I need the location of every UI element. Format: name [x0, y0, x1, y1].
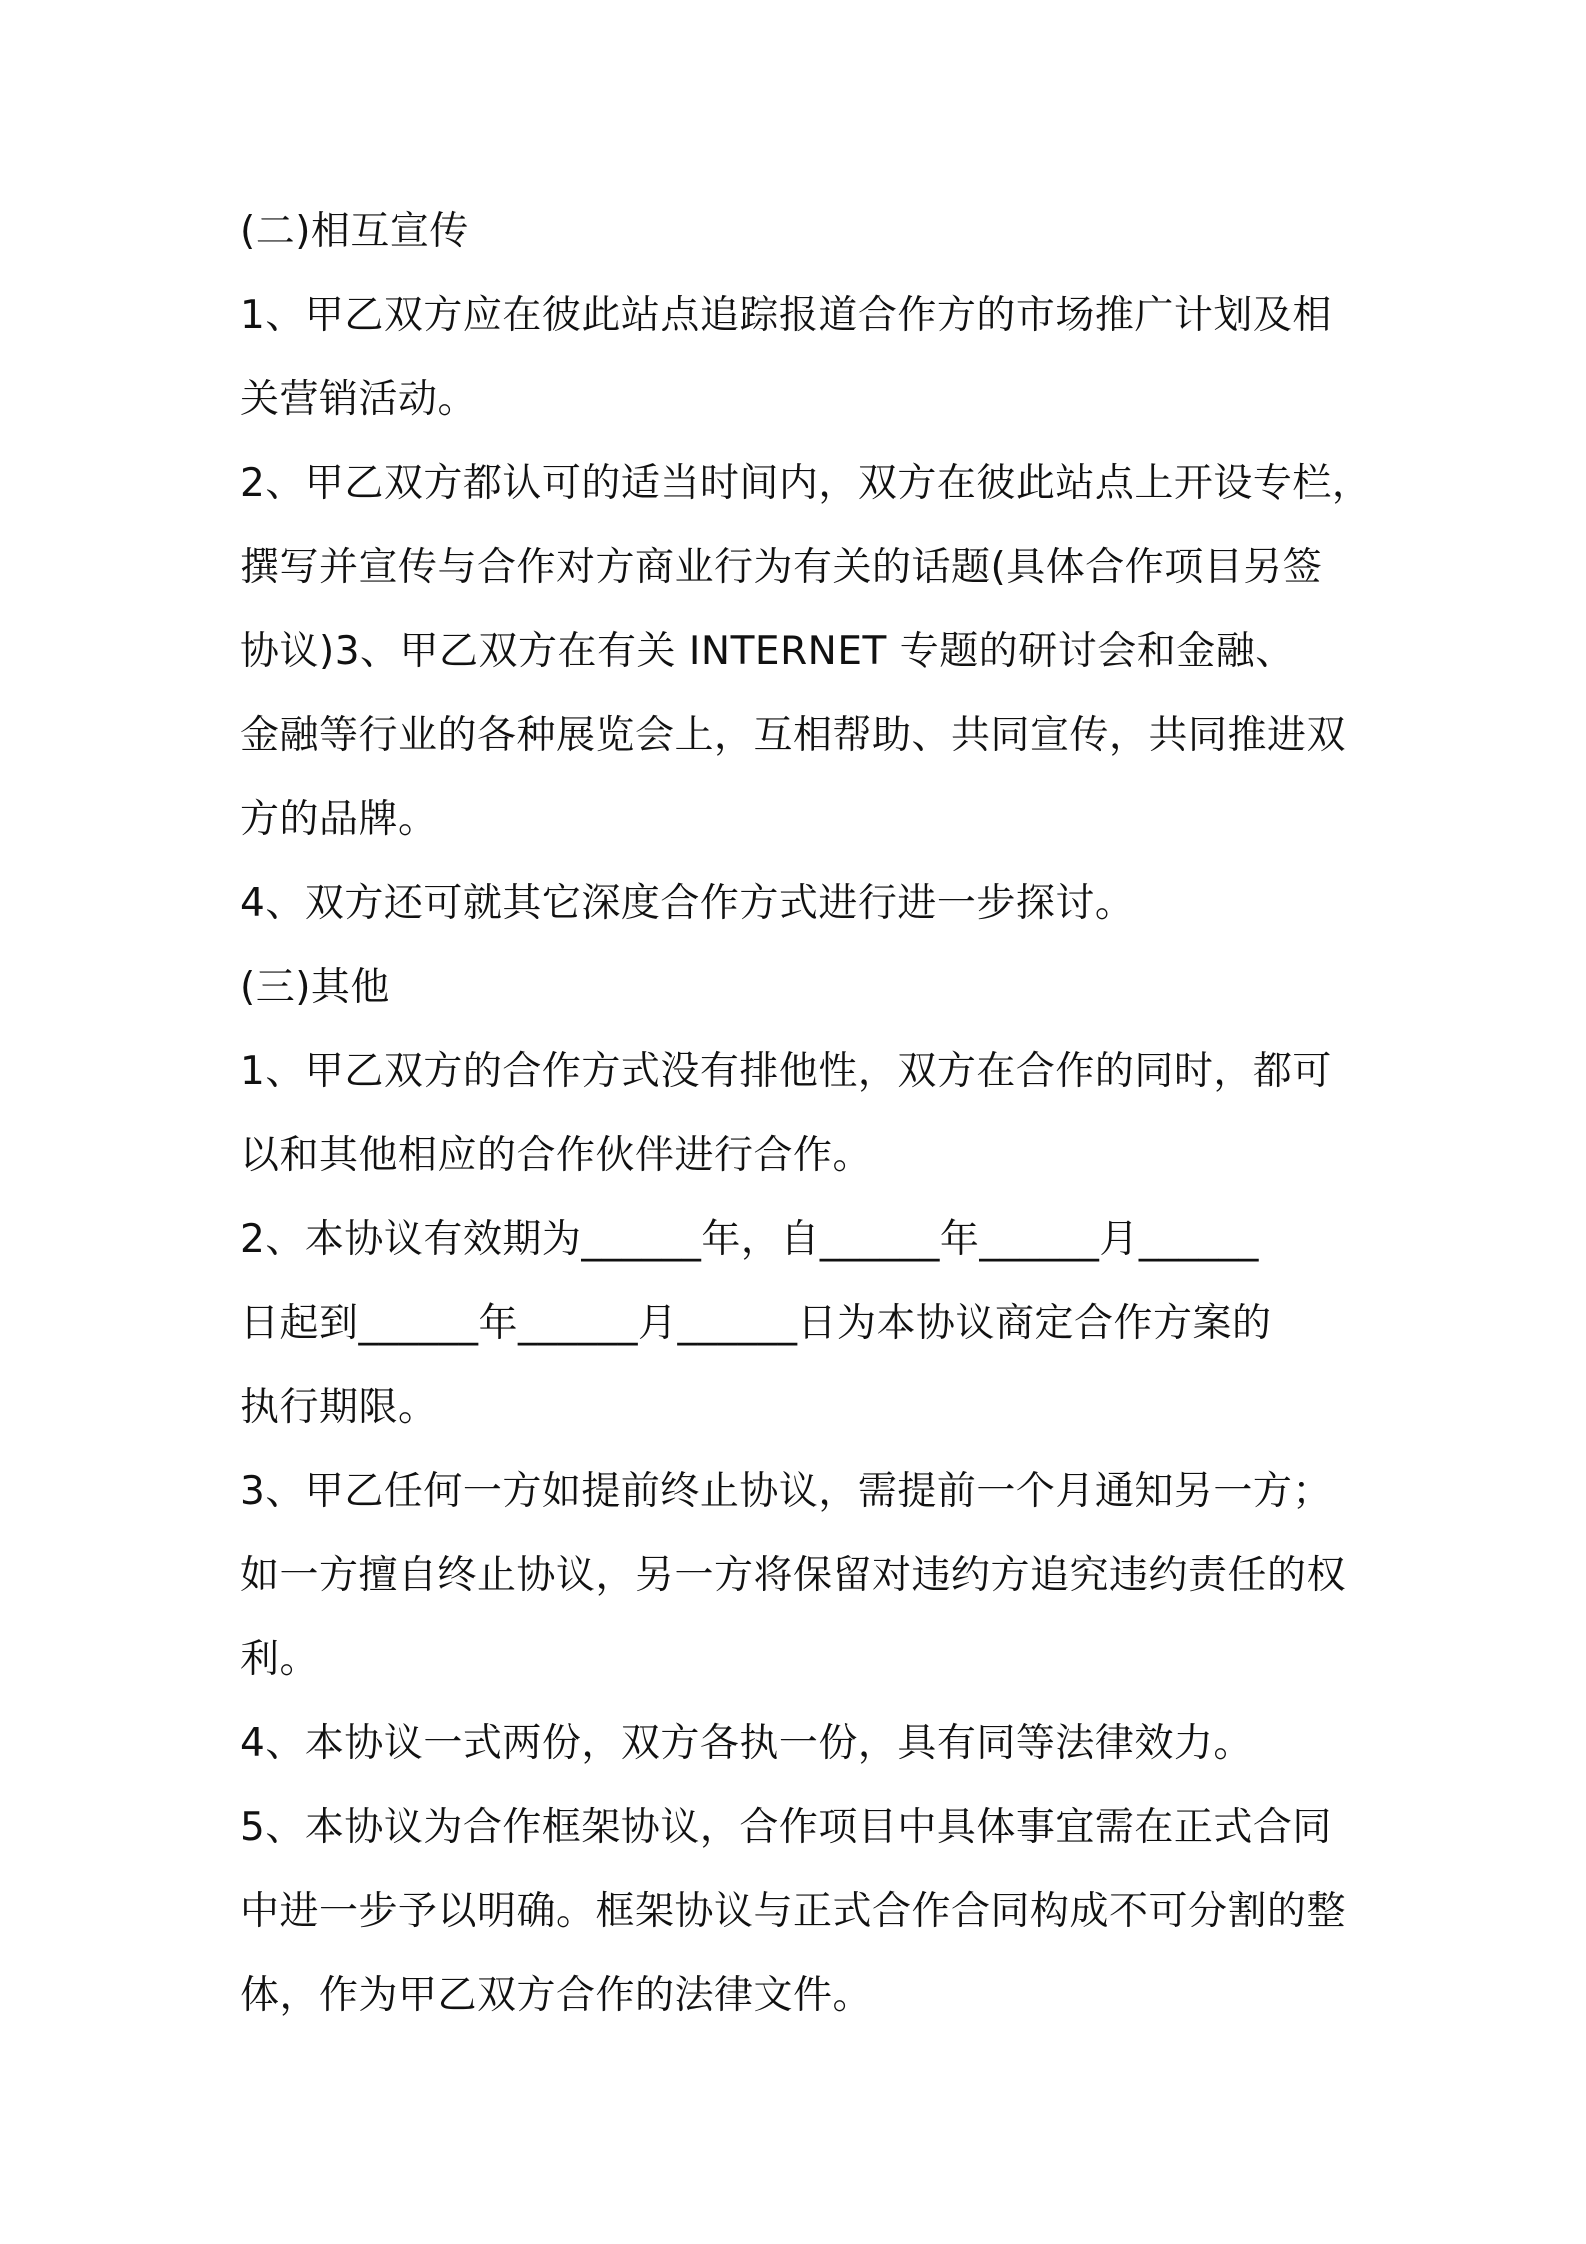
paragraph-line: 2、甲乙双方都认可的适当时间内，双方在彼此站点上开设专栏，	[240, 461, 1372, 506]
paragraph-line: 方的品牌。	[240, 797, 438, 842]
paragraph-line: 利。	[240, 1637, 320, 1682]
paragraph-line: 协议)3、甲乙双方在有关 INTERNET 专题的研讨会和金融、	[240, 629, 1295, 674]
paragraph-line: 以和其他相应的合作伙伴进行合作。	[240, 1133, 873, 1178]
paragraph-line: 体，作为甲乙双方合作的法律文件。	[240, 1973, 873, 2018]
paragraph-line: 1、甲乙双方的合作方式没有排他性，双方在合作的同时，都可	[240, 1049, 1332, 1094]
paragraph-line: 日起到______年______月______日为本协议商定合作方案的	[240, 1301, 1272, 1346]
paragraph-line: 如一方擅自终止协议，另一方将保留对违约方追究违约责任的权	[240, 1553, 1347, 1598]
paragraph-line: 执行期限。	[240, 1385, 438, 1430]
section-heading-promotion: (二)相互宣传	[240, 209, 469, 254]
paragraph-line: 2、本协议有效期为______年，自______年______月______	[240, 1217, 1259, 1262]
paragraph-line: 4、本协议一式两份，双方各执一份，具有同等法律效力。	[240, 1721, 1253, 1766]
document-body	[240, 190, 1372, 2038]
paragraph-line: 4、双方还可就其它深度合作方式进行进一步探讨。	[240, 881, 1135, 926]
paragraph-line: 5、本协议为合作框架协议，合作项目中具体事宜需在正式合同	[240, 1805, 1332, 1850]
paragraph-line: 1、甲乙双方应在彼此站点追踪报道合作方的市场推广计划及相	[240, 293, 1332, 338]
paragraph-line: 中进一步予以明确。框架协议与正式合作合同构成不可分割的整	[240, 1889, 1347, 1934]
paragraph-line: 撰写并宣传与合作对方商业行为有关的话题(具体合作项目另签	[240, 545, 1323, 590]
section-heading-other: (三)其他	[240, 965, 390, 1010]
paragraph-line: 金融等行业的各种展览会上，互相帮助、共同宣传，共同推进双	[240, 713, 1347, 758]
paragraph-line: 关营销活动。	[240, 377, 478, 422]
paragraph-line: 3、甲乙任何一方如提前终止协议，需提前一个月通知另一方；	[240, 1469, 1332, 1514]
